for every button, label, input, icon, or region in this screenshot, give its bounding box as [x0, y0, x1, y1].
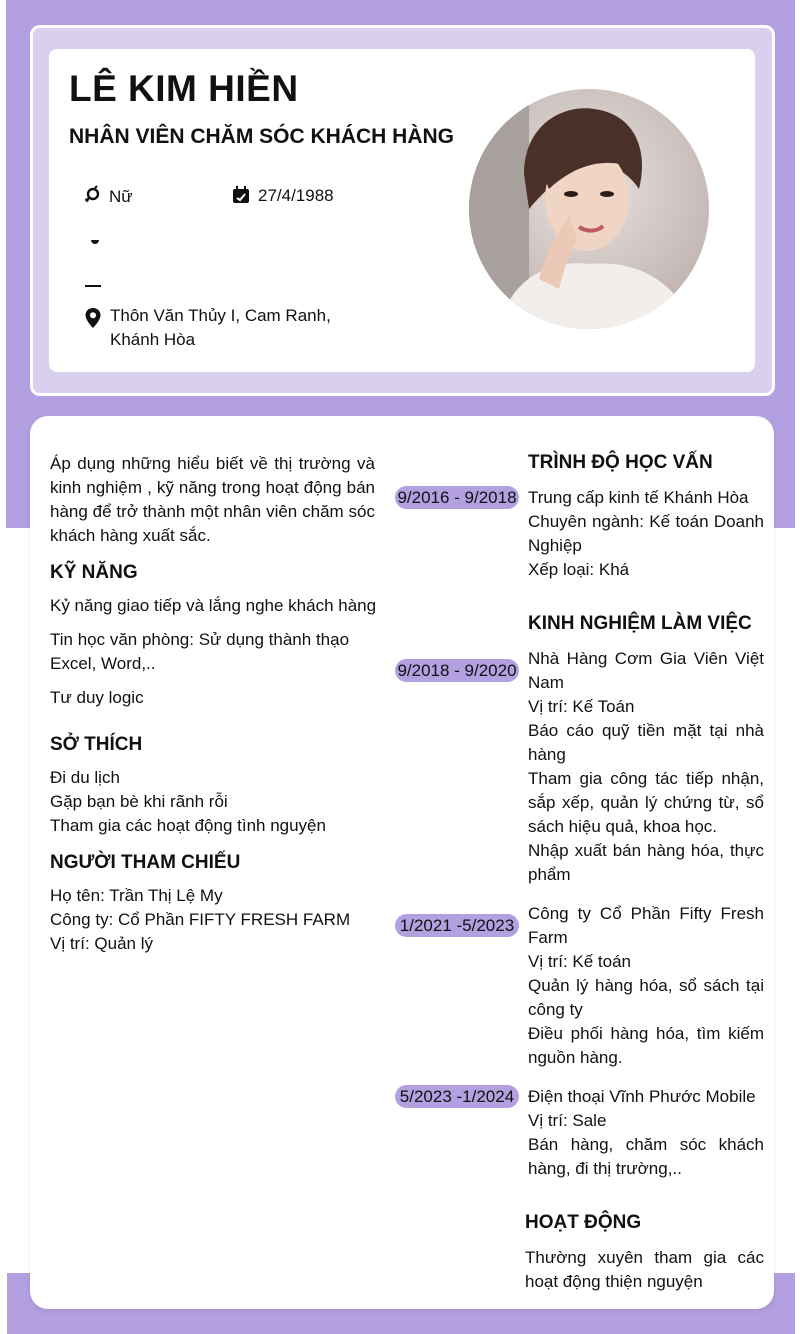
job-date-badge: 5/2023 -1/2024 — [395, 1085, 519, 1108]
job-duty: Báo cáo quỹ tiền mặt tại nhà hàng — [528, 721, 764, 764]
job-company: Công ty Cổ Phần Fifty Fresh Farm — [528, 904, 764, 947]
email-icon — [85, 285, 101, 287]
hobbies-heading: SỞ THÍCH — [50, 734, 143, 755]
calendar-icon — [232, 184, 250, 204]
hobby-item: Tham gia các hoạt động tình nguyện — [50, 816, 326, 835]
gender-value: Nữ — [109, 187, 133, 206]
gender-icon — [83, 185, 101, 205]
job-date-badge: 1/2021 -5/2023 — [395, 914, 519, 937]
profile-photo — [469, 89, 709, 329]
skill-item: Tin học văn phòng: Sử dụng thành thạo Excel, Word,.. — [50, 630, 350, 673]
address-value: Thôn Văn Thủy I, Cam Ranh, Khánh Hòa — [110, 306, 331, 349]
job-duty: Nhập xuất bán hàng hóa, thực phẩm — [528, 841, 764, 884]
job-position: Vị trí: Sale — [528, 1111, 607, 1130]
job-duty: Bán hàng, chăm sóc khách hàng, đi thị trường,.. — [528, 1135, 764, 1178]
education-heading: TRÌNH ĐỘ HỌC VẤN — [528, 452, 713, 473]
hobby-item: Gặp bạn bè khi rãnh rỗi — [50, 792, 228, 811]
job-duty: Điều phối hàng hóa, tìm kiếm nguồn hàng. — [528, 1024, 764, 1067]
job-duty: Tham gia công tác tiếp nhận, sắp xếp, quản lý chứng từ, sổ sách hiệu quả, khoa học. — [528, 769, 764, 836]
hobby-item: Đi du lịch — [50, 768, 120, 787]
map-pin-icon — [84, 307, 102, 329]
job-date-badge: 9/2018 - 9/2020 — [395, 659, 519, 682]
skills-heading: KỸ NĂNG — [50, 562, 138, 583]
job-company: Điện thoại Vĩnh Phước Mobile — [528, 1087, 756, 1106]
experience-heading: KINH NGHIỆM LÀM VIỆC — [528, 613, 752, 634]
job-position: Vị trí: Kế Toán — [528, 697, 635, 716]
education-grade: Xếp loại: Khá — [528, 560, 630, 579]
job-duty: Quản lý hàng hóa, sổ sách tại công ty — [528, 976, 764, 1019]
address-row — [84, 304, 384, 352]
candidate-name: LÊ KIM HIỀN — [69, 68, 299, 109]
reference-item: Vị trí: Quản lý — [50, 934, 153, 953]
gender-row — [83, 185, 133, 209]
activities-text: Thường xuyên tham gia các hoạt động thiện nguyện — [525, 1248, 764, 1291]
skill-item: Kỷ năng giao tiếp và lắng nghe khách hàng — [50, 596, 377, 615]
activities-heading: HOẠT ĐỘNG — [525, 1212, 642, 1233]
references-heading: NGƯỜI THAM CHIẾU — [50, 852, 241, 873]
dob-row — [232, 184, 334, 208]
dob-value: 27/4/1988 — [258, 186, 334, 205]
reference-item: Công ty: Cổ Phần FIFTY FRESH FARM — [50, 910, 351, 929]
job-company: Nhà Hàng Cơm Gia Viên Việt Nam — [528, 649, 764, 692]
job-title: NHÂN VIÊN CHĂM SÓC KHÁCH HÀNG — [69, 125, 455, 148]
job-position: Vị trí: Kế toán — [528, 952, 631, 971]
reference-item: Họ tên: Trần Thị Lệ My — [50, 886, 223, 905]
career-objective: Áp dụng những hiểu biết về thị trường và kinh nghiệm , kỹ năng trong hoạt động bán hàng để trở thành một nhân viên chăm sóc khách hàng xuất sắc. — [50, 454, 375, 545]
education-major: Chuyên ngành: Kế toán Doanh Nghiệp — [528, 512, 764, 555]
skill-item: Tư duy logic — [50, 688, 144, 707]
education-date-badge: 9/2016 - 9/2018 — [395, 486, 519, 509]
education-school: Trung cấp kinh tế Khánh Hòa — [528, 488, 749, 507]
